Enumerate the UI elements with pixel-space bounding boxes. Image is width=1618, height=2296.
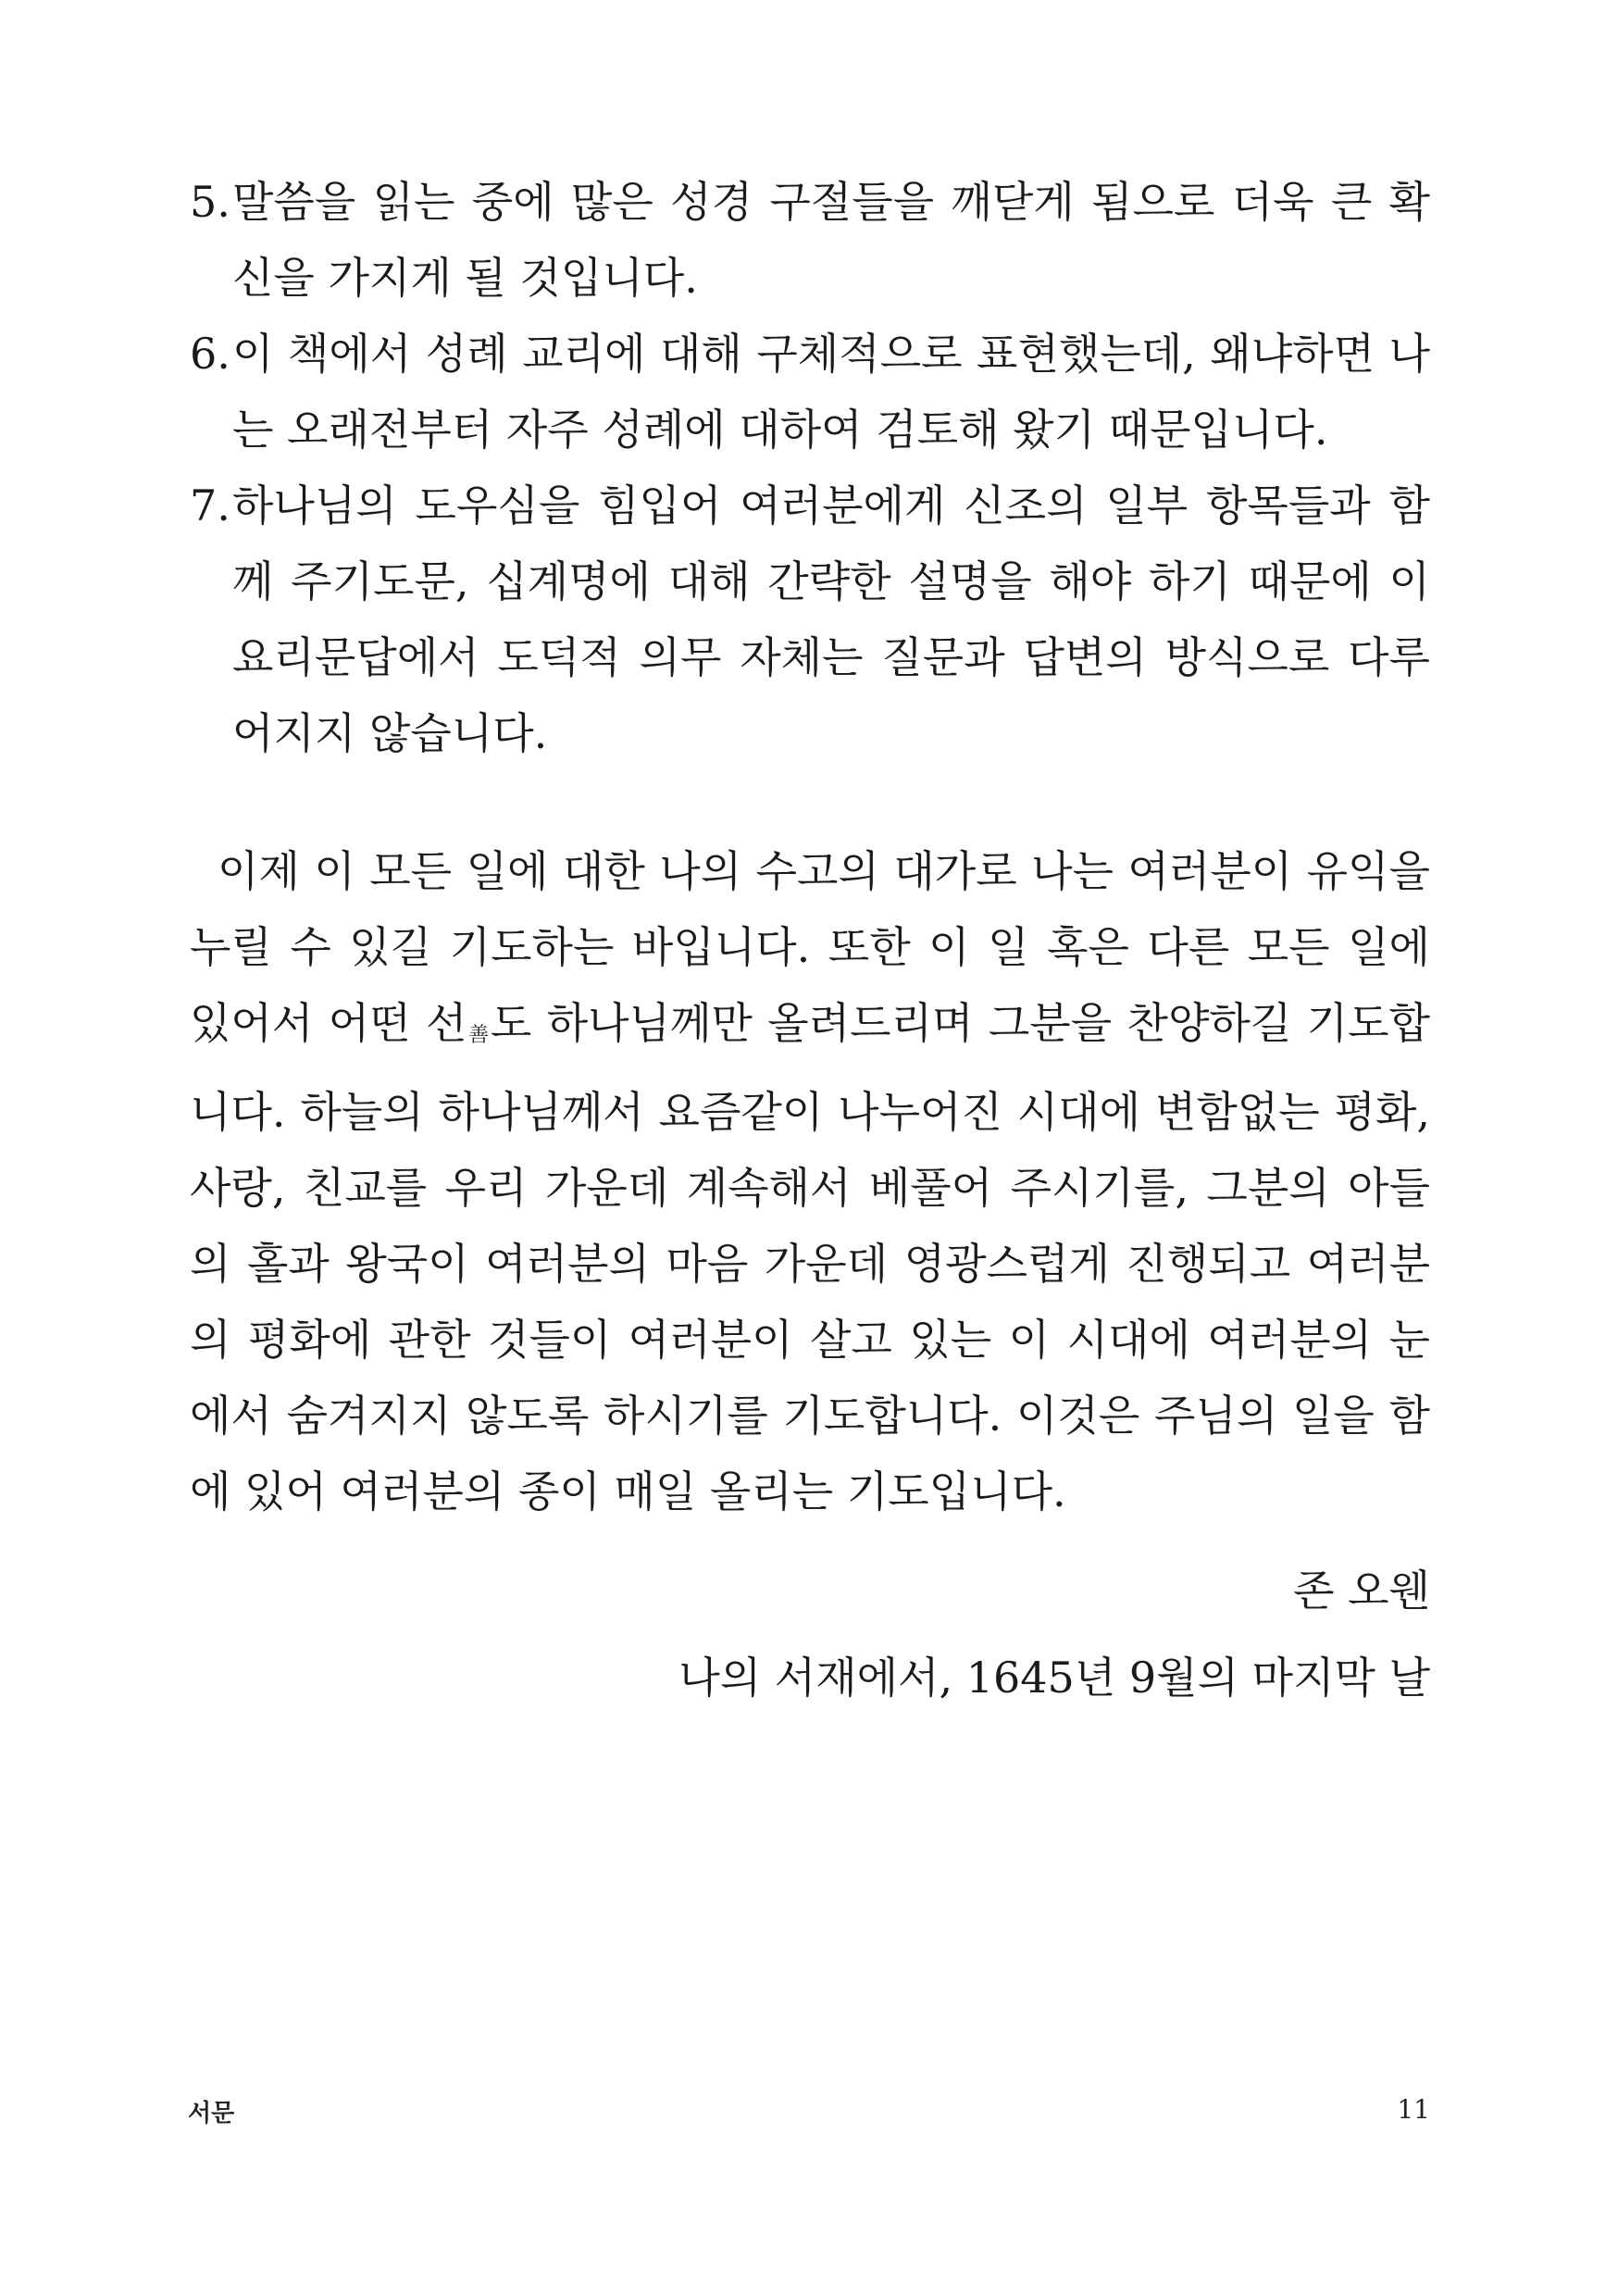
list-item bbox=[190, 316, 1430, 468]
page-number: 11 bbox=[1397, 2094, 1430, 2125]
list-item-number: 6. bbox=[190, 329, 230, 379]
footer-section-title: 서문 bbox=[188, 2100, 235, 2128]
list-item-text: 하나님의 도우심을 힘입어 여러분에게 신조의 일부 항목들과 함께 주기도문, 십계명에 대해 간략한 설명을 해야 하기 때문에 이 요리문답에서 도덕적 의무 자체는 질문과 답변의 방식으로 다루어지지 않습니다. bbox=[232, 480, 1430, 758]
closing-text-part-2: 도 하나님께만 올려드리며 그분을 찬양하길 기도합니다. 하늘의 하나님께서 요즘같이 나누어진 시대에 변함없는 평화, 사랑, 친교를 우리 가운데 계속해서 베풀어 주시기를, 그분의 아들의 홀과 왕국이 여러분의 마음 가운데 영광스럽게 진행되고 여러분의 평화에 관한 것들이 여러분이 살고 있는 이 시대에 여러분의 눈에서 숨겨지지 않도록 하시기를 기도합니다. 이것은 주님의 일을 함에 있어 여러분의 종이 매일 올리는 기도입니다. bbox=[190, 998, 1430, 1516]
list-item-text: 이 책에서 성례 교리에 대해 구체적으로 표현했는데, 왜냐하면 나는 오래전부터 자주 성례에 대하여 검토해 왔기 때문입니다. bbox=[232, 329, 1430, 455]
numbered-list bbox=[190, 164, 1430, 771]
author-signature: 존 오웬 bbox=[1293, 1566, 1430, 1616]
hanja-annotation: 善 bbox=[467, 1024, 491, 1047]
signature-place-date: 나의 서재에서, 1645년 9월의 마지막 날 bbox=[678, 1653, 1430, 1703]
list-item-number: 7. bbox=[190, 480, 230, 530]
closing-text-part-1: 이제 이 모든 일에 대한 나의 수고의 대가로 나는 여러분이 유익을 누릴 수 있길 기도하는 바입니다. 또한 이 일 혹은 다른 모든 일에 있어서 어떤 선 bbox=[190, 846, 1430, 1048]
list-item bbox=[190, 468, 1430, 771]
list-item bbox=[190, 164, 1430, 316]
list-item-text: 말씀을 읽는 중에 많은 성경 구절들을 깨닫게 됨으로 더욱 큰 확신을 가지게 될 것입니다. bbox=[232, 177, 1430, 303]
closing-paragraph bbox=[190, 833, 1430, 1529]
list-item-number: 5. bbox=[190, 177, 230, 227]
